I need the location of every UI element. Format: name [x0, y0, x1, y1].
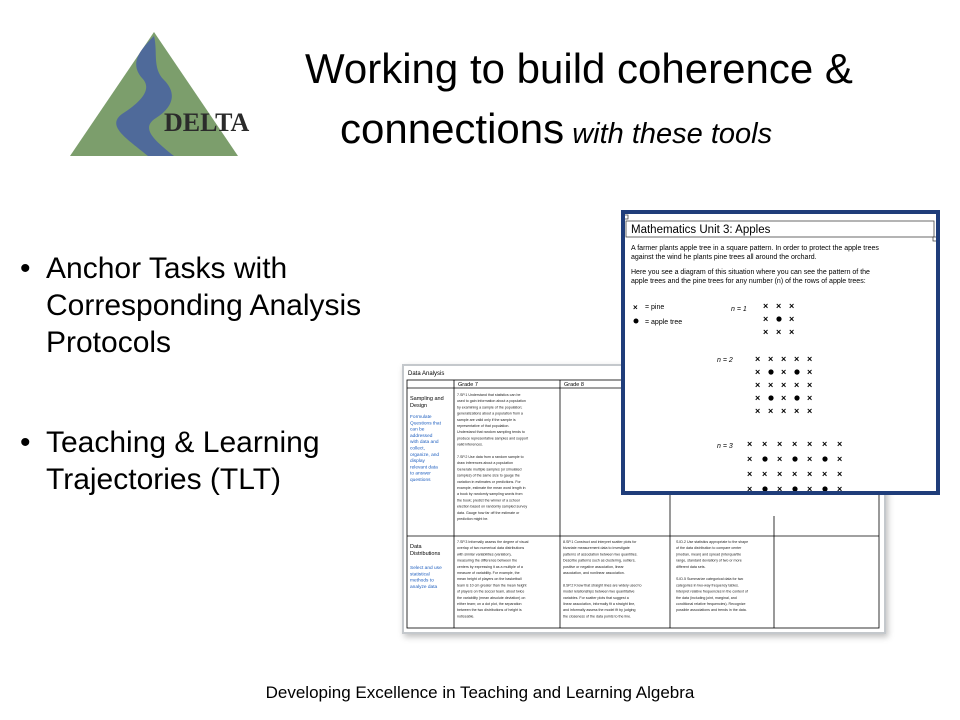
row1-grade7-line: draw inferences about a population [457, 461, 513, 466]
delta-logo [68, 30, 280, 160]
slide-title-line-1: Working to build coherence & [305, 45, 853, 92]
row2-grade8-line: 8.SP.2 Know that straight lines are widely used to [563, 583, 642, 588]
pine-x-icon: × [777, 484, 783, 491]
row1-grade7-line: data. Gauge how far off the estimate or [457, 510, 520, 515]
row1-grade7-line: Generate multiple samples (or simulated [457, 467, 522, 472]
row1-grade7-line: a book by randomly sampling words from [457, 492, 523, 497]
row1-grade7-line: variation in estimates or predictions. For [457, 479, 521, 484]
row2-title-line: Distributions [410, 551, 441, 557]
bullet-line: Corresponding Analysis [46, 289, 362, 322]
pine-x-icon: × [781, 393, 787, 403]
pine-x-icon: × [762, 439, 768, 449]
row1-grade7-line: 7.SP.2 Use data from a random sample to [457, 455, 524, 459]
pine-x-icon: × [777, 454, 783, 464]
pine-x-icon: × [755, 393, 761, 403]
pine-x-icon: × [781, 367, 787, 377]
apple-dot-icon [634, 319, 639, 324]
row1-question-line: display [410, 459, 425, 465]
title-subtitle: with these tools [564, 118, 773, 150]
row2-grade7-line: between the two distributions of height is [457, 608, 522, 613]
pine-x-icon: × [807, 380, 813, 390]
n3-label: n = 3 [717, 443, 733, 450]
pine-x-icon: × [794, 380, 800, 390]
row1-title-a: Sampling and [410, 396, 444, 402]
apples-para2-line1: Here you see a diagram of this situation where you can see the pattern of the [631, 269, 870, 276]
pine-x-icon: × [794, 354, 800, 364]
pine-x-icon: × [789, 327, 795, 337]
row2-grade8-line: patterns of association between two quantities. [563, 552, 638, 557]
pine-x-icon: × [822, 439, 828, 449]
pine-x-icon: × [794, 406, 800, 416]
apples-para2-line2: apple trees and the pine trees for any number (n) of the rows of apple trees: [631, 278, 866, 285]
pine-x-icon: × [837, 439, 843, 449]
row2-grade7-line: 7.SP.3 Informally assess the degree of visual [457, 540, 529, 544]
apples-para1-line1: A farmer plants apple tree in a square pattern. In order to protect the apple trees [631, 245, 879, 252]
pine-x-icon: × [763, 301, 769, 311]
pine-x-icon: × [755, 354, 761, 364]
pine-x-icon: × [633, 303, 638, 312]
row2-hs-text [676, 540, 748, 612]
row1-grade7-line: by examining a sample of the population; [457, 405, 523, 410]
row2-grade8-line: positive or negative association, linear [563, 564, 624, 569]
pine-x-icon: × [776, 301, 782, 311]
row2-hs-line: the data (including joint, marginal, and [676, 595, 737, 600]
doc-header: Data Analysis [408, 371, 445, 377]
pine-x-icon: × [755, 367, 761, 377]
row1-question [410, 414, 442, 483]
row2-grade8-line: linear association, informally fit a straight line, [563, 602, 636, 606]
row1-question-line: Questions that [410, 421, 441, 427]
row2-hs-line: Interpret relative frequencies in the context of [676, 589, 748, 594]
pine-x-icon: × [747, 439, 753, 449]
row1-grade7-line: representative of that population. [457, 424, 510, 428]
row2-hs-line: different data sets. [676, 564, 706, 569]
row1-grade7-line: valid inferences. [457, 442, 483, 447]
apple-dot-icon [762, 456, 767, 461]
row1-question-line: to answer [410, 471, 431, 477]
pine-x-icon: × [747, 454, 753, 464]
row1-grade7-line: produce representative samples and support [457, 436, 529, 441]
row1-grade7-line: generalizations about a population from a [457, 411, 523, 416]
apple-dot-icon [822, 456, 827, 461]
row2-grade8-line: Describe patterns such as clustering, outliers, [563, 558, 636, 563]
apple-dot-icon [768, 369, 773, 374]
row2-hs-line: S.ID.5 Summarize categorical data for two [676, 577, 744, 582]
row2-grade7-line: team is 10 cm greater than the mean height [457, 583, 527, 588]
row2-hs-line: (median, mean) and spread (interquartile [676, 552, 742, 557]
pine-x-icon: × [768, 406, 774, 416]
row1-grade7-text [457, 393, 528, 521]
pine-x-icon: × [837, 469, 843, 479]
row2-grade8-line: model relationships between two quantitative [563, 589, 635, 594]
apple-dot-icon [768, 395, 773, 400]
row1-grade7-line: election based on randomly sampled survey [457, 504, 528, 509]
pine-x-icon: × [807, 469, 813, 479]
pine-x-icon: × [822, 469, 828, 479]
row2-hs-line: conditional relative frequencies). Recognize [676, 602, 746, 606]
row1-grade7-line: prediction might be. [457, 517, 489, 521]
apples-task-document [621, 210, 940, 495]
logo-text: DELTA [164, 108, 250, 137]
bullet-marker: • [20, 426, 31, 459]
row1-grade7-line: sample are valid only if the sample is [457, 417, 516, 422]
row2-grade7-line: mean height of players on the basketball [457, 577, 522, 582]
pine-x-icon: × [807, 484, 813, 491]
pine-x-icon: × [776, 327, 782, 337]
bullet-line: Anchor Tasks with [46, 252, 288, 285]
row1-question-line: relevant data [410, 465, 438, 471]
pine-x-icon: × [763, 314, 769, 324]
pine-x-icon: × [763, 327, 769, 337]
row2-grade7-text [457, 540, 529, 618]
pine-x-icon: × [807, 439, 813, 449]
pine-x-icon: × [837, 484, 843, 491]
row2-hs-line: S.ID.2 Use statistics appropriate to the shape [676, 540, 749, 544]
row2-grade7-line: centers by expressing it as a multiple of a [457, 564, 523, 569]
pine-x-icon: × [837, 454, 843, 464]
row2-grade7-line: overlap of two numerical data distributions [457, 546, 525, 551]
apple-dot-icon [792, 456, 797, 461]
apple-dot-icon [776, 316, 781, 321]
bullet-line: Teaching & Learning [46, 426, 320, 459]
row2-hs-line: categories in two-way frequency tables. [676, 583, 739, 588]
row2-grade7-line: measure of variability. For example, the [457, 571, 520, 575]
row1-question-line: collect, [410, 446, 425, 452]
pine-x-icon: × [747, 469, 753, 479]
pine-x-icon: × [781, 380, 787, 390]
pine-x-icon: × [755, 380, 761, 390]
row2-grade8-line: the closeness of the data points to the line. [563, 614, 632, 619]
row2-grade8-text [563, 540, 641, 618]
row1-question-line: questions [410, 478, 431, 483]
row2-hs-line: possible associations and trends in the data. [676, 608, 747, 613]
row2-hs-line: range, standard deviation) of two or more [676, 558, 742, 563]
row1-grade7-line: the book; predict the winner of a school [457, 498, 520, 503]
row2-grade7-line: either team; on a dot plot, the separation [457, 602, 522, 606]
row2-question-line: Select and use [410, 566, 442, 571]
row2-grade8-line: association, and nonlinear association. [563, 571, 625, 575]
pine-x-icon: × [768, 354, 774, 364]
bullet-marker: • [20, 252, 31, 285]
pine-x-icon: × [789, 301, 795, 311]
row2-grade7-line: the variability (mean absolute deviation) on [457, 595, 526, 600]
pine-x-icon: × [789, 314, 795, 324]
bullet-line: Protocols [46, 326, 172, 359]
pine-x-icon: × [792, 469, 798, 479]
row2-grade8-line: variables. For scatter plots that suggest a [563, 595, 629, 600]
apples-heading: Mathematics Unit 3: Apples [631, 224, 771, 236]
n2-label: n = 2 [717, 357, 733, 364]
pine-x-icon: × [755, 406, 761, 416]
row1-question-line: addressed [410, 433, 433, 439]
apples-para1-line2: against the wind he plants pine trees all around the orchard. [631, 254, 817, 261]
apple-dot-icon [794, 369, 799, 374]
pine-x-icon: × [781, 354, 787, 364]
n1-label: n = 1 [731, 306, 747, 313]
pine-x-icon: × [792, 439, 798, 449]
apple-dot-icon [794, 395, 799, 400]
pine-x-icon: × [807, 354, 813, 364]
row1-grade7-line: samples) of the same size to gauge the [457, 473, 520, 478]
pine-x-icon: × [807, 454, 813, 464]
row1-question-line: Formulate [410, 415, 432, 420]
row2-title [410, 544, 441, 557]
pine-x-icon: × [807, 393, 813, 403]
row1-grade7-line: 7.SP.1 Understand that statistics can be [457, 393, 521, 397]
pine-x-icon: × [762, 469, 768, 479]
footer-text: Developing Excellence in Teaching and Learning Algebra [265, 683, 695, 702]
pine-x-icon: × [777, 439, 783, 449]
row2-question-line: analyze data [410, 584, 438, 590]
row2-grade7-line: with similar variabilities (variation), [457, 552, 512, 557]
pine-x-icon: × [777, 469, 783, 479]
row2-title-line: Data [410, 544, 422, 550]
row2-grade8-line: 8.SP.1 Construct and interpret scatter plots for [563, 540, 637, 544]
legend-pine-label: = pine [645, 304, 665, 311]
title-main: connections [340, 105, 565, 152]
row2-question-line: statistical [410, 572, 430, 578]
row2-grade8-line: bivariate measurement data to investigate [563, 546, 630, 551]
row2-grade7-line: measuring the difference between the [457, 558, 518, 563]
row2-grade8-line: and informally assess the model fit by judging [563, 608, 636, 613]
row2-hs-line: of the data distribution to compare center [676, 546, 742, 551]
column-grade-8: Grade 8 [564, 382, 584, 388]
row1-question-line: can be [410, 427, 425, 433]
row1-title-b: Design [410, 403, 428, 409]
column-grade-7: Grade 7 [458, 382, 478, 388]
row2-grade7-line: of players on the soccer team, about twice [457, 589, 525, 594]
row2-question [410, 565, 442, 590]
bullet-line: Trajectories (TLT) [46, 463, 282, 496]
row1-question-line: organize, and [410, 452, 440, 458]
pine-x-icon: × [807, 406, 813, 416]
row1-grade7-line: example, estimate the mean word length in [457, 486, 526, 490]
row1-question-line: with data and [410, 440, 439, 446]
row2-grade7-line: noticeable. [457, 614, 475, 619]
row1-grade7-line: used to gain information about a population [457, 399, 526, 404]
pine-x-icon: × [781, 406, 787, 416]
row1-grade7-line: Understand that random sampling tends to [457, 430, 525, 435]
row2-question-line: methods to [410, 578, 434, 584]
slide-title-line-2 [340, 104, 772, 159]
pine-x-icon: × [768, 380, 774, 390]
pine-x-icon: × [747, 484, 753, 491]
pine-x-icon: × [807, 367, 813, 377]
legend-apple-label: = apple tree [645, 319, 683, 326]
